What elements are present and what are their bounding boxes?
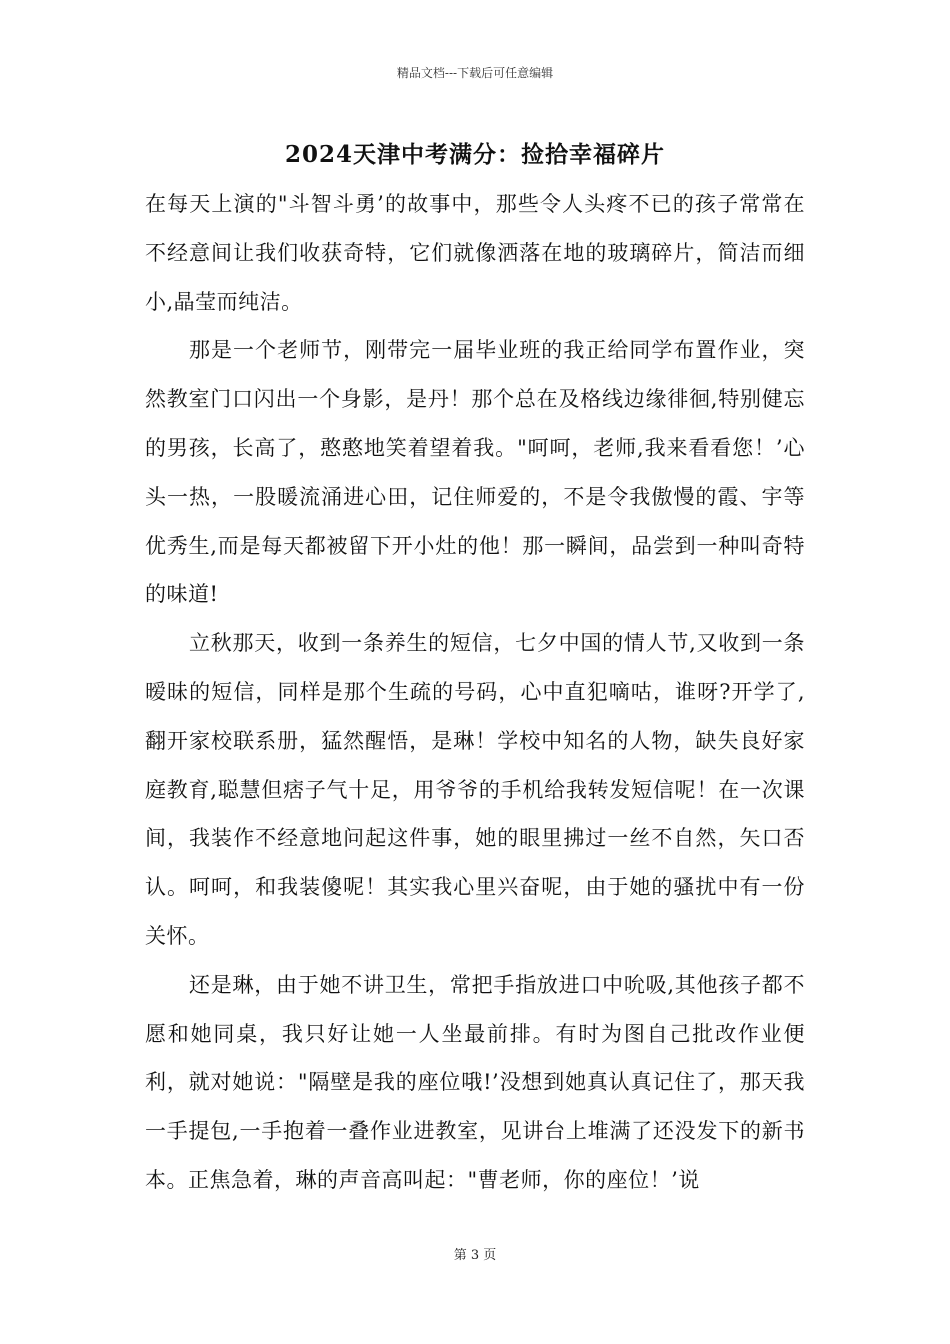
document-title: 2024天津中考满分：捡拾幸福碎片	[284, 141, 665, 168]
paragraph-teachers-day: 那是一个老师节，刚带完一届毕业班的我正给同学布置作业，突然教室门口闪出一个身影，是丹！那个总在及格线边缘徘徊,特别健忘的男孩，长高了，憨憨地笑着望着我。"呵呵，老师,我来看看您！’心头一热，一股暖流涌进心田，记住师爱的，不是令我傲慢的霞、宇等优秀生,而是每天都被留下开小灶的他！那一瞬间，品尝到一种叫奇特的味道!	[145, 338, 805, 607]
paragraph-intro: 在每天上演的"斗智斗勇’的故事中，那些令人头疼不已的孩子常常在不经意间让我们收获奇特，它们就像洒落在地的玻璃碎片，简洁而细小,晶莹而纯洁。	[145, 192, 805, 314]
paragraph-text-message: 立秋那天，收到一条养生的短信，七夕中国的情人节,又收到一条暧昧的短信，同样是那个生疏的号码，心中直犯嘀咕，谁呀?开学了,翻开家校联系册，猛然醒悟，是琳！学校中知名的人物，缺失良好家庭教育,聪慧但痞子气十足，用爷爷的手机给我转发短信呢！在一次课间，我装作不经意地问起这件事，她的眼里拂过一丝不自然，矢口否认。呵呵，和我装傻呢！其实我心里兴奋呢，由于她的骚扰中有一份关怀。	[145, 631, 805, 948]
page-header: 精品文档---下载后可任意编辑	[396, 66, 554, 80]
document-body	[145, 180, 805, 1205]
paragraph-seat: 还是琳，由于她不讲卫生，常把手指放进口中吮吸,其他孩子都不愿和她同桌，我只好让她一人坐最前排。有时为图自己批改作业便利，就对她说："隔壁是我的座位哦!’没想到她真认真记住了，那天我一手提包,一手抱着一叠作业进教室，见讲台上堆满了还没发下的新书本。正焦急着，琳的声音高叫起："曹老师，你的座位！’说	[145, 972, 805, 1192]
page-number: 第 3 页	[453, 1248, 497, 1263]
